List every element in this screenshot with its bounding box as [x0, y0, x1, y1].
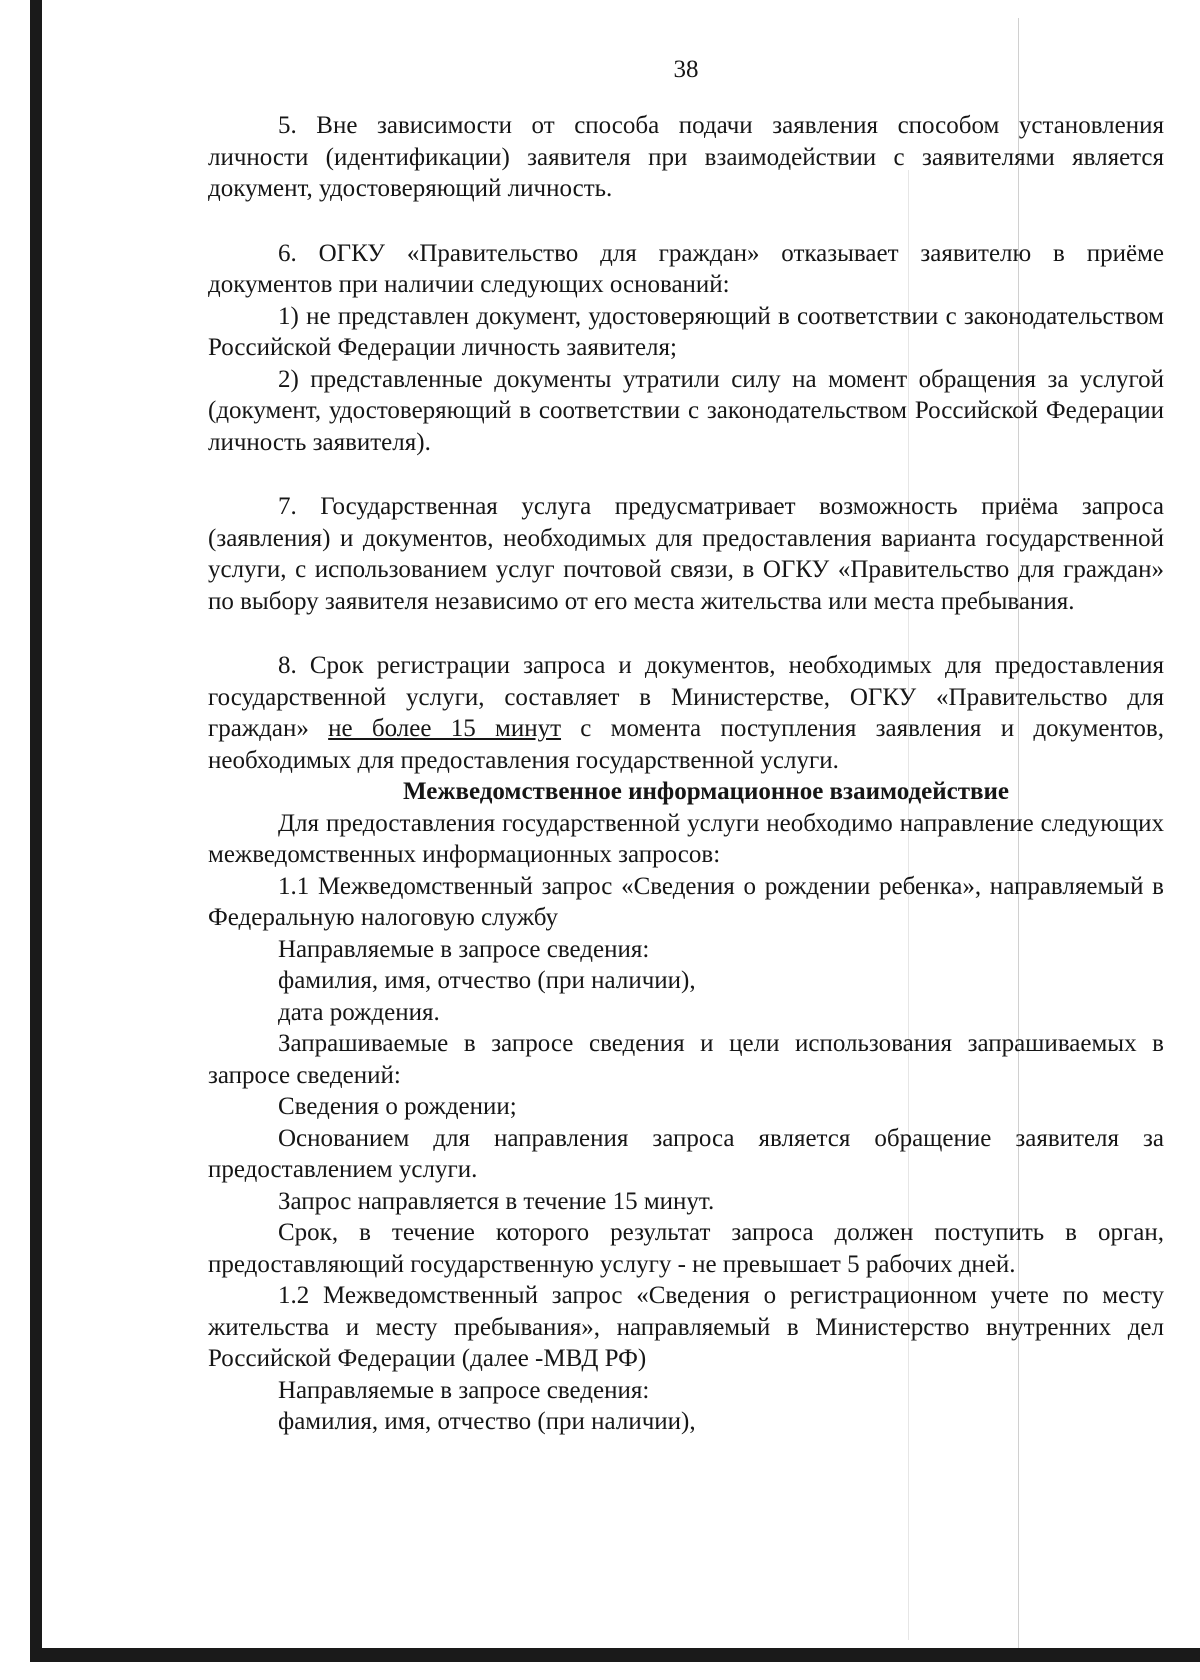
request-1-1-title: 1.1 Межведомственный запрос «Сведения о рождении ребенка», направляемый в Федеральную налоговую службу [208, 872, 1164, 931]
paragraph-8-text-end: с момента поступления заявления и документов, необходимых для предоставления государственной услуги. [208, 715, 1164, 774]
scan-edge-left [30, 0, 42, 1652]
paragraph-6-item-2: 2) представленные документы утратили силу на момент обращения за услугой (документ, удостоверяющий в соответствии с законодательством Российской Федерации личность заявителя). [208, 365, 1164, 456]
page-number: 38 [673, 56, 699, 83]
paragraph-6: 6. ОГКУ «Правительство для граждан» отказывает заявителю в приёме документов при наличии следующих оснований: [208, 239, 1164, 298]
paragraph-8-text-start: 8. Срок регистрации запроса и документов, необходимых для предоставления государственной услуги, составляет в Министерстве, ОГКУ «Правительство для граждан» [208, 652, 1164, 742]
request-1-1-timing: Запрос направляется в течение 15 минут. [278, 1187, 715, 1215]
request-1-1-basis: Основанием для направления запроса является обращение заявителя за предоставлением услуги. [208, 1124, 1164, 1183]
request-1-1-requested-item: Сведения о рождении; [278, 1093, 517, 1120]
request-1-2-title: 1.2 Межведомственный запрос «Сведения о регистрационном учете по месту жительства и месту пребывания», направляемый в Министерство внутренних дел Российской Федерации (далее -МВД РФ) [208, 1282, 1164, 1372]
section-heading: Межведомственное информационное взаимодействие [403, 778, 1009, 805]
paragraph-7: 7. Государственная услуга предусматривает возможность приёма запроса (заявления) и документов, необходимых для предоставления варианта государственной услуги, с использованием услуг почтовой связи, в ОГКУ «Правительство для граждан» по выбору заявителя независимо от его места жительства или места пребывания. [208, 493, 1164, 615]
paragraph-6-item-1: 1) не представлен документ, удостоверяющий в соответствии с законодательством Российской Федерации личность заявителя; [208, 302, 1164, 361]
section-intro: Для предоставления государственной услуги необходимо направление следующих межведомственных информационных запросов: [208, 809, 1164, 868]
request-1-2-sent-item-name: фамилия, имя, отчество (при наличии), [278, 1408, 696, 1435]
document-body [208, 40, 1164, 1438]
request-1-1-sent-item-name: фамилия, имя, отчество (при наличии), [278, 967, 696, 994]
request-1-1-deadline: Срок, в течение которого результат запроса должен поступить в орган, предоставляющий государственную услугу - не превышает 5 рабочих дней. [208, 1219, 1164, 1278]
paragraph-5: 5. Вне зависимости от способа подачи заявления способом установления личности (идентификации) заявителя при взаимодействии с заявителями является документ, удостоверяющий личность. [208, 112, 1164, 202]
request-1-1-sent-heading: Направляемые в запросе сведения: [278, 935, 650, 963]
request-1-1-requested-heading: Запрашиваемые в запросе сведения и цели использования запрашиваемых в запросе сведений: [208, 1030, 1164, 1089]
request-1-2-sent-heading: Направляемые в запросе сведения: [278, 1376, 650, 1404]
paragraph-8-underlined: не более 15 минут [328, 715, 562, 742]
scan-edge-bottom [30, 1648, 1200, 1662]
paragraph-8 [208, 650, 1164, 776]
request-1-1-sent-item-birthdate: дата рождения. [278, 998, 440, 1026]
